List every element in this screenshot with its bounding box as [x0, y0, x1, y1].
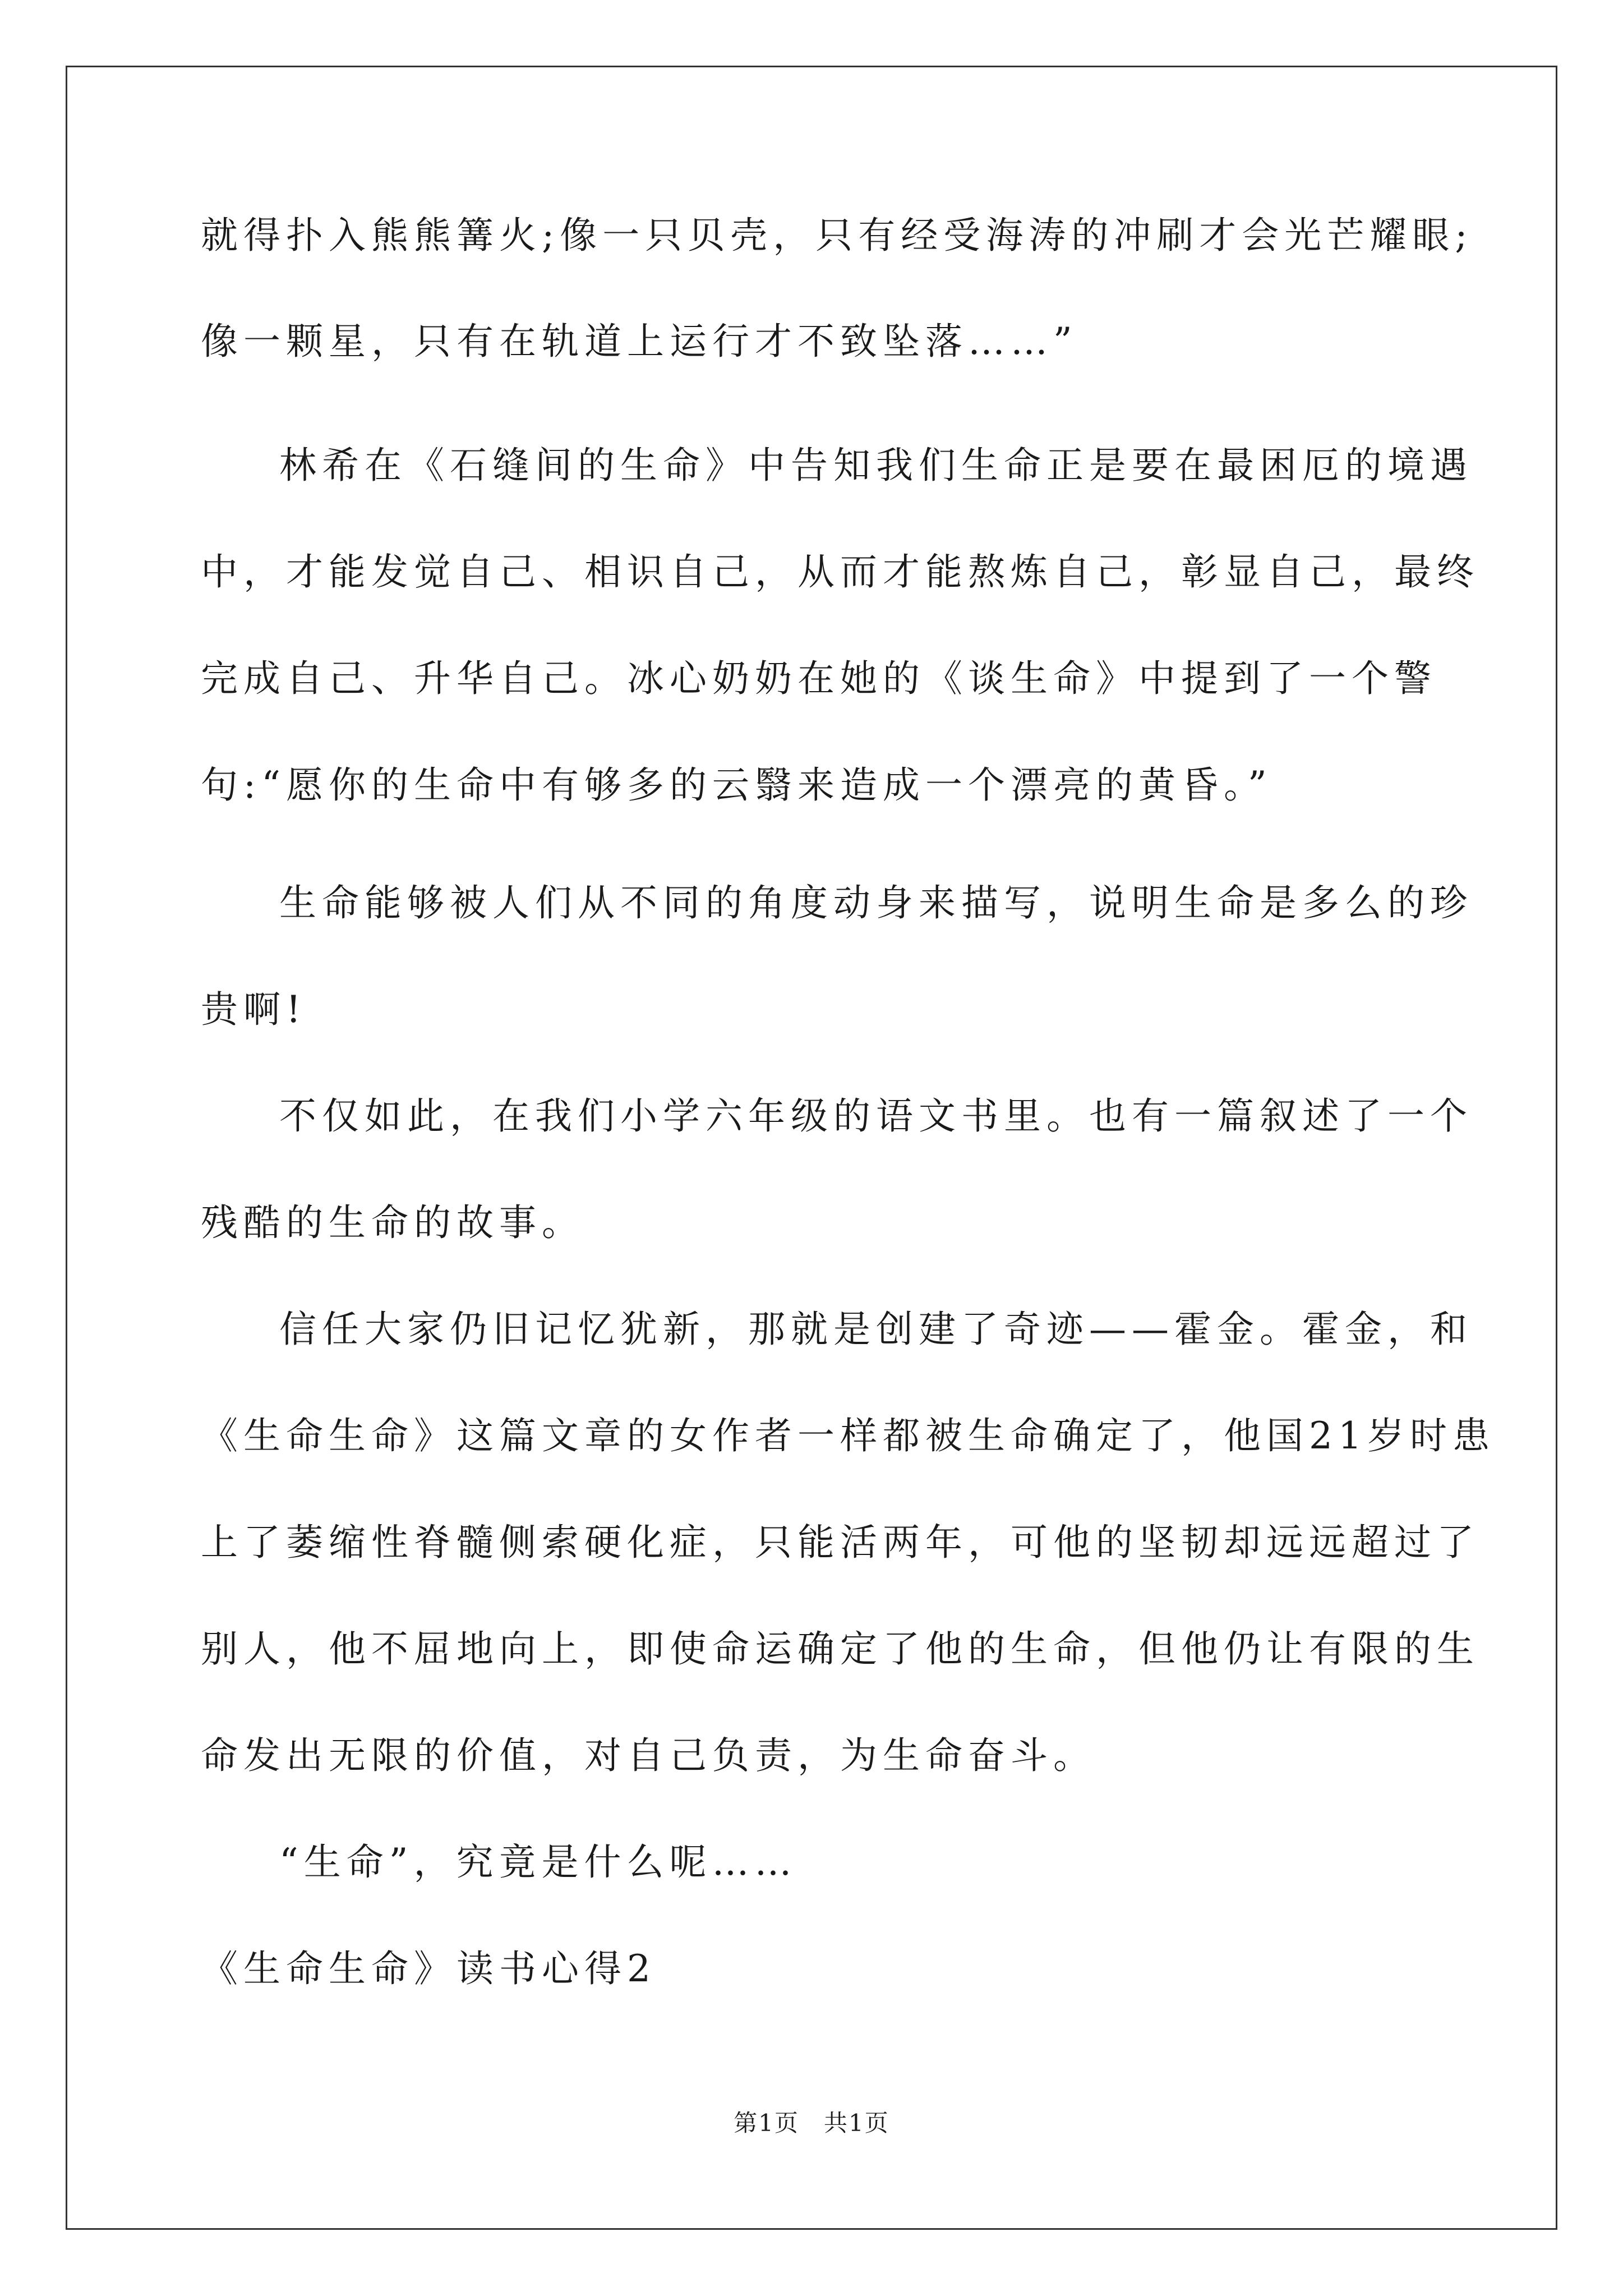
page-border	[66, 66, 1557, 2230]
text-line: 命发出无限的价值，对自己负责，为生命奋斗。	[201, 1734, 1096, 1777]
text-line: 上了萎缩性脊髓侧索硬化症，只能活两年，可他的坚韧却远远超过了	[201, 1521, 1479, 1564]
paragraph-start: 不仅如此，在我们小学六年级的语文书里。也有一篇叙述了一个	[279, 1094, 1473, 1138]
text-line: 中，才能发觉自己、相识自己，从而才能熬炼自己，彰显自己，最终	[201, 550, 1479, 593]
paragraph-start: 林希在《石缝间的生命》中告知我们生命正是要在最困厄的境遇	[279, 444, 1473, 487]
section-heading: 《生命生命》读书心得2	[201, 1947, 656, 1990]
text-line: 句:“愿你的生命中有够多的云翳来造成一个漂亮的黄昏。”	[201, 763, 1272, 807]
text-line: 《生命生命》这篇文章的女作者一样都被生命确定了，他国21岁时患	[201, 1414, 1495, 1457]
paragraph-start: 生命能够被人们从不同的角度动身来描写，说明生命是多么的珍	[279, 881, 1473, 924]
page-number-footer: 第1页 共1页	[734, 2109, 889, 2137]
text-line: 残酷的生命的故事。	[201, 1201, 584, 1244]
text-line: 像一颗星，只有在轨道上运行才不致坠落……”	[201, 320, 1078, 363]
text-line: 别人，他不屈地向上，即使命运确定了他的生命，但他仍让有限的生	[201, 1627, 1479, 1671]
paragraph-start: “生命”，究竟是什么呢……	[279, 1841, 797, 1884]
text-line: 就得扑入熊熊篝火;像一只贝壳，只有经受海涛的冲刷才会光芒耀眼;	[201, 214, 1473, 257]
text-line: 贵啊!	[201, 988, 307, 1031]
text-line: 完成自己、升华自己。冰心奶奶在她的《谈生命》中提到了一个警	[201, 657, 1437, 700]
paragraph-start: 信任大家仍旧记忆犹新，那就是创建了奇迹——霍金。霍金，和	[279, 1308, 1473, 1351]
